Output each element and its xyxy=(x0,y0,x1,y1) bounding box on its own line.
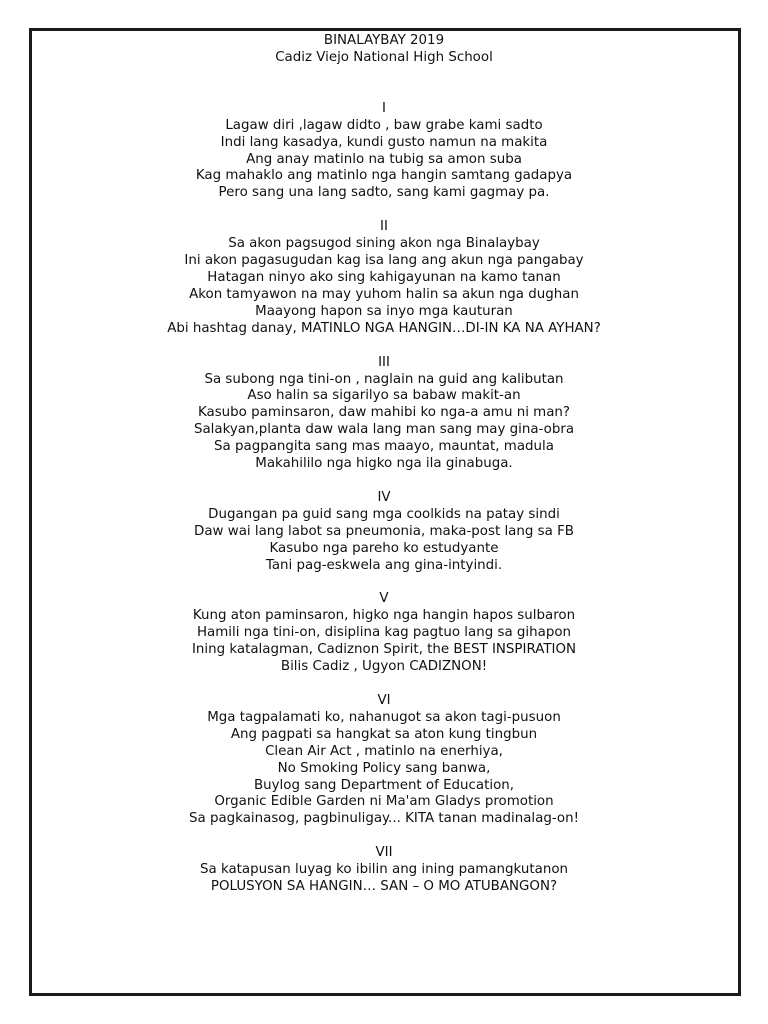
stanza xyxy=(0,490,768,575)
poem-line: Daw wai lang labot sa pneumonia, maka-post lang sa FB xyxy=(194,523,574,539)
poem-line: Pero sang una lang sadto, sang kami gagmay pa. xyxy=(218,185,550,201)
poem-line: Akon tamyawon na may yuhom halin sa akun nga dughan xyxy=(189,286,579,302)
stanza-numeral: I xyxy=(382,100,386,116)
stanza xyxy=(0,591,768,676)
poem-document xyxy=(0,33,768,913)
poem-title: BINALAYBAY 2019 xyxy=(323,33,445,48)
poem-line: Indi lang kasadya, kundi gusto namun na makita xyxy=(220,134,548,150)
stanza-numeral: VI xyxy=(377,693,391,708)
poem-line: Kasubo paminsaron, daw mahibi ko nga-a amu ni man? xyxy=(197,405,571,421)
poem-line: Sa pagkainasog, pagbinuligay... KITA tanan madinalag-on! xyxy=(189,811,579,827)
poem-line: Ining katalagman, Cadiznon Spirit, the BEST INSPIRATION xyxy=(191,642,577,658)
poem-line: Hamili nga tini-on, disiplina kag pagtuo lang sa gihapon xyxy=(196,625,572,641)
poem-line: Mga tagpalamati ko, nahanugot sa akon tagi-pusuon xyxy=(207,709,561,725)
stanza-numeral: IV xyxy=(377,489,391,505)
poem-line: Sa katapusan luyag ko ibilin ang ining pamangkutanon xyxy=(199,862,568,878)
poem-line: Aso halin sa sigarilyo sa babaw makit-an xyxy=(247,388,521,404)
poem-line: POLUSYON SA HANGIN… SAN – O MO ATUBANGON? xyxy=(210,879,558,895)
poem-line: Buylog sang Department of Education, xyxy=(253,777,515,793)
stanza xyxy=(0,355,768,473)
poem-line: Maayong hapon sa inyo mga kauturan xyxy=(255,303,513,319)
stanza-numeral: V xyxy=(379,591,389,607)
stanza-list xyxy=(0,101,768,896)
stanza xyxy=(0,693,768,828)
stanza xyxy=(0,101,768,202)
stanza xyxy=(0,845,768,896)
stanza-numeral: III xyxy=(378,354,390,370)
poem-line: Makahililo nga higko nga ila ginabuga. xyxy=(255,456,513,472)
poem-line: Ini akon pagasugudan kag isa lang ang akun nga pangabay xyxy=(184,253,584,269)
poem-line: Tani pag-eskwela ang gina-intyindi. xyxy=(265,557,503,573)
poem-line: Sa subong nga tini-on , naglain na guid ang kalibutan xyxy=(204,371,564,387)
poem-line: Kag mahaklo ang matinlo nga hangin samtang gadapya xyxy=(195,168,573,184)
poem-line: Clean Air Act , matinlo na enerhiya, xyxy=(265,743,503,759)
poem-line: Organic Edible Garden ni Ma'am Gladys promotion xyxy=(214,794,554,810)
poem-header xyxy=(0,33,768,67)
poem-line: No Smoking Policy sang banwa, xyxy=(277,760,491,776)
poem-line: Bilis Cadiz , Ugyon CADIZNON! xyxy=(280,659,488,675)
poem-line: Lagaw diri ,lagaw didto , baw grabe kami sadto xyxy=(225,117,543,133)
poem-line: Kung aton paminsaron, higko nga hangin hapos sulbaron xyxy=(192,608,576,624)
poem-line: Abi hashtag danay, MATINLO NGA HANGIN…DI-IN KA NA AYHAN? xyxy=(167,320,601,336)
poem-line: Dugangan pa guid sang mga coolkids na patay sindi xyxy=(208,506,560,522)
poem-line: Salakyan,planta daw wala lang man sang may gina-obra xyxy=(193,422,575,438)
poem-line: Hatagan ninyo ako sing kahigayunan na kamo tanan xyxy=(207,269,561,285)
poem-line: Kasubo nga pareho ko estudyante xyxy=(269,540,499,556)
poem-line: Ang pagpati sa hangkat sa aton kung tingbun xyxy=(230,726,538,742)
poem-line: Ang anay matinlo na tubig sa amon suba xyxy=(246,151,522,167)
stanza-numeral: II xyxy=(380,219,388,235)
school-name: Cadiz Viejo National High School xyxy=(275,49,493,65)
stanza-numeral: VII xyxy=(375,845,393,861)
poem-line: Sa akon pagsugod sining akon nga Binalaybay xyxy=(228,236,540,252)
stanza xyxy=(0,219,768,337)
poem-line: Sa pagpangita sang mas maayo, mauntat, madula xyxy=(214,439,554,455)
